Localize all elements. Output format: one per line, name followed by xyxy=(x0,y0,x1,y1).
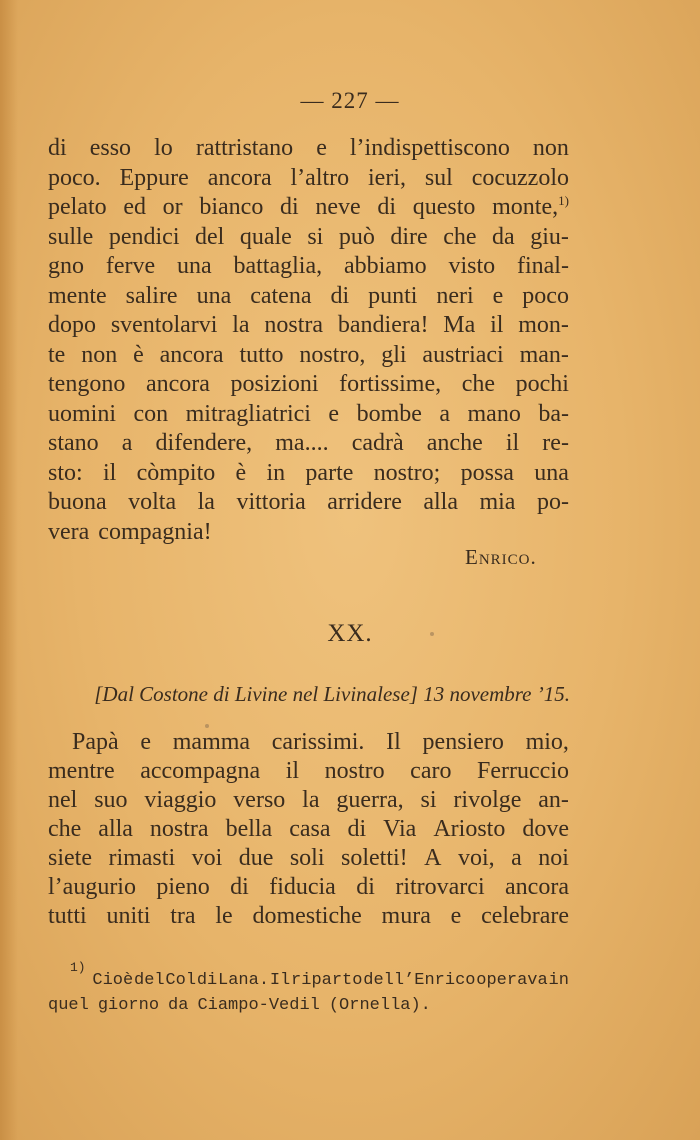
word: ancora xyxy=(505,874,569,900)
word: neri xyxy=(436,282,474,309)
word: ancora xyxy=(207,164,272,191)
word: possa xyxy=(460,459,514,486)
word: punti xyxy=(368,282,418,309)
body-line xyxy=(48,518,569,548)
word: mentre xyxy=(48,758,115,784)
word: caro xyxy=(410,758,452,784)
word: buona xyxy=(48,489,107,515)
word: gli xyxy=(381,341,407,368)
word: del xyxy=(134,971,165,990)
word: salire xyxy=(125,282,178,309)
word: questo xyxy=(412,194,476,220)
word: le xyxy=(215,903,233,929)
word: siete xyxy=(48,845,92,871)
word: tutto xyxy=(239,341,284,368)
word: nostro xyxy=(324,758,385,784)
word: gno xyxy=(48,253,84,279)
body-line xyxy=(48,459,569,489)
word: pochi xyxy=(515,371,569,397)
word: man- xyxy=(519,341,569,368)
signature xyxy=(465,545,537,570)
word: e xyxy=(328,400,340,427)
word: mamma xyxy=(172,729,251,755)
body-line xyxy=(48,341,569,371)
word: casa xyxy=(289,816,331,842)
word: giorno xyxy=(97,996,160,1015)
word: dire xyxy=(390,223,428,250)
word: il xyxy=(505,430,520,456)
page-edge-shadow xyxy=(0,0,18,1140)
word: mitragliatrici xyxy=(185,400,311,427)
word: Il xyxy=(269,971,291,990)
word: bombe xyxy=(356,400,422,427)
word: soli xyxy=(289,845,325,871)
word: dell’Enrico xyxy=(363,971,476,990)
word: arridere xyxy=(327,489,402,515)
word: con xyxy=(133,400,169,427)
word: dopo xyxy=(48,312,96,338)
word: ed xyxy=(123,194,146,220)
word: celebrare xyxy=(481,903,569,929)
word: di xyxy=(356,874,375,900)
word: mura xyxy=(381,903,431,929)
word: Ariosto xyxy=(433,816,506,842)
word: mia xyxy=(479,489,516,515)
word: a xyxy=(121,430,133,456)
body-line xyxy=(48,311,569,341)
word: Ferruccio xyxy=(477,758,569,784)
body-line xyxy=(48,370,569,400)
word: operava xyxy=(476,971,548,990)
dateline: [Dal Costone di Livine nel Livinalese] 13 novembre ’15. xyxy=(94,682,570,706)
word: tra xyxy=(170,903,196,929)
body-line xyxy=(48,488,569,518)
word: di xyxy=(330,282,350,309)
word: po- xyxy=(536,489,569,515)
word: pelato xyxy=(48,194,107,220)
word: tengono xyxy=(48,371,126,397)
word: uniti xyxy=(106,903,151,929)
word: che xyxy=(48,816,82,842)
word: guerra, xyxy=(336,787,404,813)
word: ancora xyxy=(145,371,210,397)
word: si xyxy=(420,787,437,813)
footnote-line xyxy=(48,960,569,993)
word: una xyxy=(196,282,232,309)
word: la xyxy=(232,312,250,338)
word: non xyxy=(81,341,118,368)
word: non xyxy=(532,135,569,161)
word: il xyxy=(490,312,504,338)
word: tutti xyxy=(48,903,87,929)
word: noi xyxy=(538,845,569,871)
word: mano xyxy=(467,400,521,427)
letter-text xyxy=(48,728,569,931)
word: stano xyxy=(48,430,99,456)
word: giu- xyxy=(530,223,569,250)
word: pensiero xyxy=(422,729,504,755)
body-line xyxy=(48,223,569,253)
word: parte xyxy=(305,459,354,486)
word: cocuzzolo xyxy=(471,164,569,191)
word: nel xyxy=(48,787,78,813)
word: che xyxy=(443,223,477,250)
word: di xyxy=(280,194,299,220)
word: sulle xyxy=(48,223,94,250)
word: final- xyxy=(516,253,569,279)
word: la xyxy=(197,489,215,515)
word: l’augurio xyxy=(48,874,136,900)
word: di xyxy=(377,194,397,220)
word: ba- xyxy=(538,400,569,427)
word: di xyxy=(196,971,218,990)
body-line xyxy=(48,282,569,312)
word: di xyxy=(347,816,367,842)
word: uomini xyxy=(48,400,117,427)
word: bianco xyxy=(199,194,264,220)
page-number: — 227 — xyxy=(300,88,400,113)
letter-line xyxy=(48,757,569,786)
word: mio, xyxy=(525,729,569,755)
word: del xyxy=(195,223,225,250)
word: accompagna xyxy=(140,758,261,784)
word: re- xyxy=(542,430,569,456)
letter-line xyxy=(48,728,569,757)
word: e xyxy=(450,903,462,929)
word: due xyxy=(238,845,274,871)
word: e xyxy=(140,729,152,755)
word: fortissime, xyxy=(339,371,442,397)
word: fiducia xyxy=(269,874,336,900)
word: a xyxy=(439,400,451,427)
word: mon- xyxy=(518,312,569,338)
word: viaggio xyxy=(144,787,217,813)
word: an- xyxy=(538,787,569,813)
word: vera xyxy=(48,518,90,545)
word: voi xyxy=(191,845,223,871)
footnote-line xyxy=(48,993,569,1018)
word: la xyxy=(302,787,320,813)
word: il xyxy=(102,459,117,486)
word: di xyxy=(48,135,67,161)
body-line xyxy=(48,134,569,164)
letter-line xyxy=(48,902,569,931)
word: poco. xyxy=(48,164,101,191)
word: una xyxy=(534,459,569,486)
word: monte,$^{1)}$ xyxy=(492,193,569,220)
word: ferve xyxy=(105,253,156,279)
word: alla xyxy=(423,489,458,515)
body-line xyxy=(48,164,569,194)
word: è xyxy=(235,459,247,486)
word: ieri, xyxy=(368,164,406,191)
word: te xyxy=(48,341,66,368)
word: può xyxy=(338,223,375,250)
word: difendere, xyxy=(155,430,253,456)
word: bella xyxy=(225,816,273,842)
word: nostra xyxy=(264,312,324,338)
word: suo xyxy=(94,787,128,813)
word: ancora xyxy=(159,341,224,368)
word: vittoria xyxy=(236,489,306,515)
word: rimasti xyxy=(108,845,176,871)
word: di xyxy=(230,874,249,900)
word: pieno xyxy=(156,874,210,900)
word: voi, xyxy=(457,845,495,871)
body-line xyxy=(48,252,569,282)
word: volta xyxy=(128,489,177,515)
word: or xyxy=(162,194,183,220)
letter-line xyxy=(48,873,569,902)
word: domestiche xyxy=(252,903,362,929)
word: (Ornella). xyxy=(328,996,431,1015)
word: abbiamo xyxy=(343,253,427,279)
word: da xyxy=(168,996,189,1015)
word: ritrovarci xyxy=(395,874,485,900)
chapter-heading: XX. xyxy=(327,620,373,647)
footnote xyxy=(48,960,569,1018)
word: neve xyxy=(315,194,361,220)
word: dove xyxy=(522,816,569,842)
word: l’indispettiscono xyxy=(349,135,510,161)
footnote-reference: 1) xyxy=(558,193,569,208)
word: cadrà xyxy=(351,430,404,456)
word: Cioè xyxy=(92,971,134,990)
word: battaglia, xyxy=(233,253,323,279)
word: rattristano xyxy=(195,135,294,161)
word: ma.... xyxy=(275,430,329,456)
body-line xyxy=(48,429,569,459)
word: è xyxy=(133,341,144,368)
word: Col xyxy=(165,971,197,990)
word: lo xyxy=(154,135,173,161)
word: in xyxy=(266,459,286,486)
word: Papà xyxy=(72,729,119,755)
word: esso xyxy=(89,135,132,161)
word: e xyxy=(492,282,504,309)
word: Il xyxy=(386,729,401,755)
letter-line xyxy=(48,844,569,873)
word: il xyxy=(285,758,300,784)
word: sventolarvi xyxy=(110,312,218,338)
word: visto xyxy=(448,253,496,279)
signature-text: Enrico. xyxy=(465,545,537,569)
paper-speck xyxy=(205,724,209,728)
word: riparto xyxy=(291,971,363,990)
word: rivolge xyxy=(453,787,522,813)
word: mente xyxy=(48,282,107,309)
word: in xyxy=(548,971,569,990)
word: quel xyxy=(48,996,89,1015)
word: bandiera! xyxy=(337,312,429,338)
letter-line xyxy=(48,786,569,815)
word: Ma xyxy=(443,312,476,338)
word: carissimi. xyxy=(271,729,365,755)
word: poco xyxy=(522,282,569,309)
paper-speck xyxy=(430,632,434,636)
word: nostro, xyxy=(299,341,366,368)
word: soletti! xyxy=(341,845,408,871)
word: còmpito xyxy=(136,459,216,486)
word: posizioni xyxy=(230,371,319,397)
word: pendici xyxy=(108,223,180,250)
word: Ciampo-Vedil xyxy=(197,996,320,1015)
body-line xyxy=(48,193,569,223)
footnote-marker: 1) xyxy=(70,960,86,975)
body-text xyxy=(48,134,569,547)
word: verso xyxy=(233,787,286,813)
word: anche xyxy=(426,430,483,456)
word: una xyxy=(176,253,212,279)
word: compagnia! xyxy=(98,518,212,545)
word: si xyxy=(307,223,324,250)
word: alla xyxy=(98,816,133,842)
word: a xyxy=(511,845,522,871)
word: l’altro xyxy=(290,164,350,191)
letter-line xyxy=(48,815,569,844)
word: e xyxy=(316,135,327,161)
word: austriaci xyxy=(422,341,504,368)
word: che xyxy=(461,371,496,397)
word: quale xyxy=(239,223,292,250)
word: nostro; xyxy=(373,459,441,486)
word: sul xyxy=(424,164,453,191)
word: Via xyxy=(383,816,417,842)
word: Eppure xyxy=(119,164,189,191)
word: da xyxy=(492,223,515,250)
body-line xyxy=(48,400,569,430)
word: A xyxy=(424,845,442,871)
word: catena xyxy=(250,282,312,309)
word: sto: xyxy=(48,459,83,486)
word: Lana. xyxy=(218,971,270,990)
word: nostra xyxy=(149,816,209,842)
